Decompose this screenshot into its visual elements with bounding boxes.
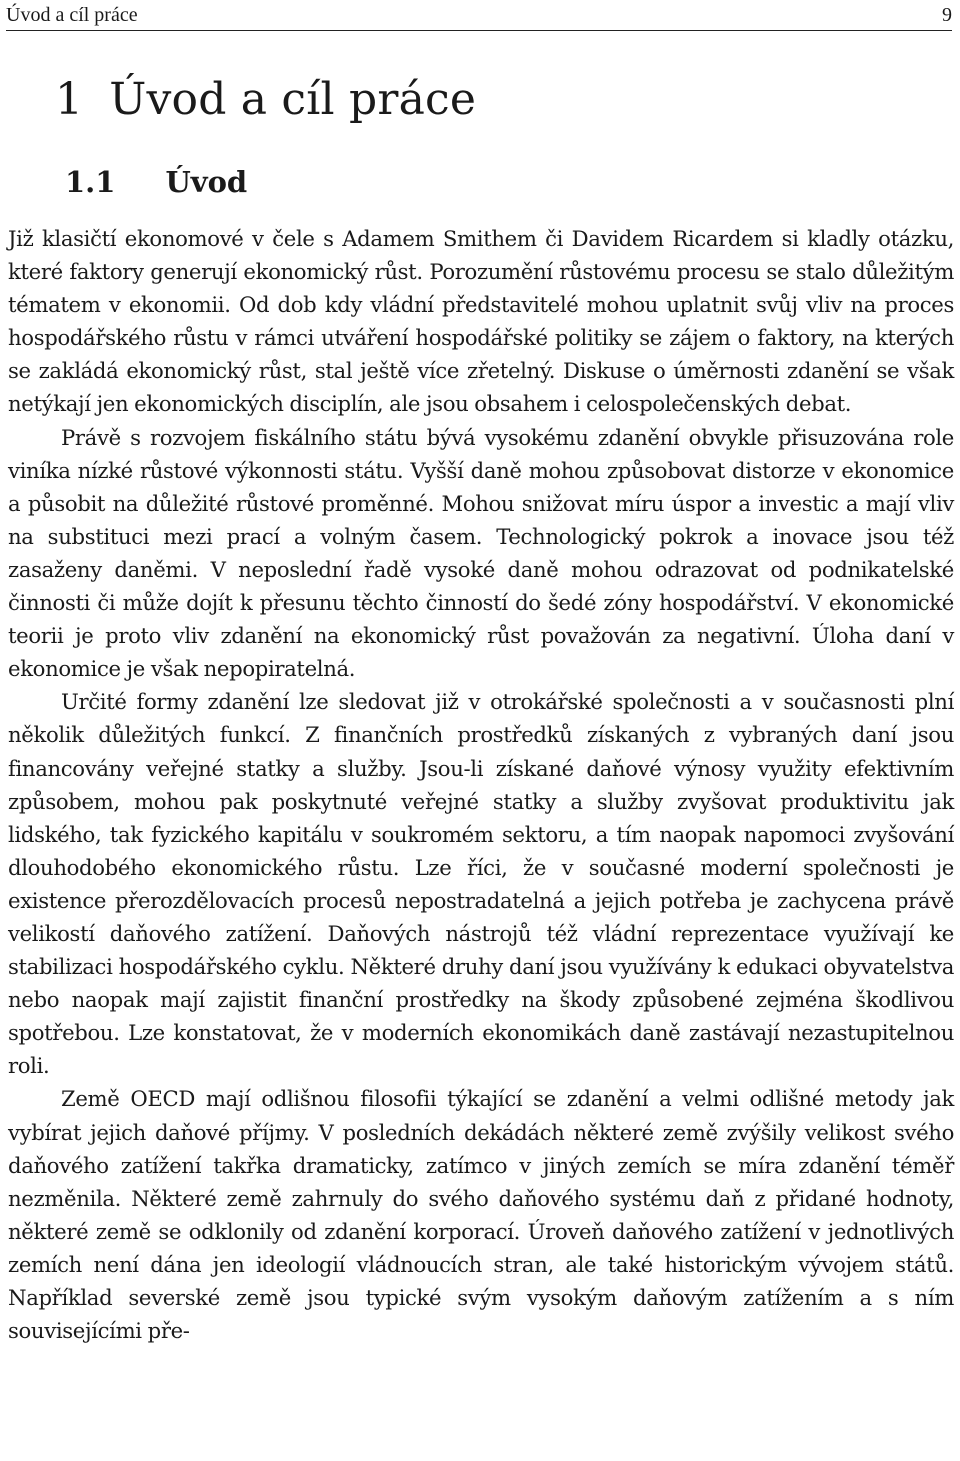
chapter-heading (55, 72, 476, 128)
chapter-title: Úvod a cíl práce (109, 74, 477, 125)
paragraph: Právě s rozvojem fiskálního státu bývá vysokému zdanění obvykle přisuzována role viníka nízké růstové výkonnosti státu. Vyšší daně mohou způsobovat distorze v ekonomice a působit na důležité růstové proměnné. Mohou snižovat míru úspor a investic a mají vliv na substituci mezi prací a volným časem. Technologický pokrok a inovace jsou též zasaženy daněmi. V neposlední řadě vysoké daně mohou odrazovat od podnikatelské činnosti či může dojít k přesunu těchto činností do šedé zóny hospodářství. V ekonomické teorii je proto vliv zdanění na ekonomický růst považován za negativní. Úloha daní v ekonomice je však nepopiratelná. (8, 424, 954, 682)
body-text (8, 222, 954, 1347)
section-title: Úvod (165, 165, 248, 199)
section-heading (65, 164, 247, 200)
section-number: 1.1 (65, 165, 116, 199)
running-header (6, 4, 952, 31)
chapter-number: 1 (55, 74, 84, 125)
paragraph: Již klasičtí ekonomové v čele s Adamem Smithem či Davidem Ricardem si kladly otázku, které faktory generují ekonomický růst. Porozumění růstovému procesu se stalo důležitým tématem v ekonomii. Od dob kdy vládní představitelé mohou uplatnit svůj vliv na proces hospodářského růstu v rámci utváření hospodářské politiky se zájem o faktory, na kterých se zakládá ekonomický růst, stal ještě více zřetelný. Diskuse o úměrnosti zdanění se však netýkají jen ekonomických disciplín, ale jsou obsahem i celospolečenských debat. (8, 226, 954, 417)
paragraph: Určité formy zdanění lze sledovat již v otrokářské společnosti a v současnosti plní několik důležitých funkcí. Z finančních prostředků získaných z vybraných daní jsou financovány veřejné statky a služby. Jsou-li získané daňové výnosy využity efektivním způsobem, mohou pak poskytnuté veřejné statky a služby zvyšovat produktivitu jak lidského, tak fyzického kapitálu v soukromém sektoru, a tím naopak napomoci zvyšování dlouhodobého ekonomického růstu. Lze říci, že v současné moderní společnosti je existence přerozdělovacích procesů nepostradatelná a jejich potřeba je zachycena právě velikostí daňového zatížení. Daňových nástrojů též vládní reprezentace využívají ke stabilizaci hospodářského cyklu. Některé druhy daní jsou využívány k edukaci obyvatelstva nebo naopak mají zajistit finanční prostředky na škody způsobené zejména škodlivou spotřebou. Lze konstatovat, že v moderních ekonomikách daně zastávají nezastupitelnou roli. (8, 689, 954, 1079)
running-header-title: Úvod a cíl práce (6, 4, 138, 26)
paragraph: Země OECD mají odlišnou filosofii týkající se zdanění a velmi odlišné metody jak vybírat jejich daňové příjmy. V posledních dekádách některé země zvýšily velikost svého daňového zatížení takřka dramaticky, zatímco v jiných zemích se míra zdanění téměř nezměnila. Některé země zahrnuly do svého daňového systému daň z přidané hodnoty, některé země se odklonily od zdanění korporací. Úroveň daňového zatížení v jednotlivých zemích není dána jen ideologií vládnoucích stran, ale také historickým vývojem států. Například severské země jsou typické svým vysokým daňovým zatížením a s ním souvisejícími pře- (8, 1086, 954, 1344)
page-number: 9 (942, 4, 952, 26)
